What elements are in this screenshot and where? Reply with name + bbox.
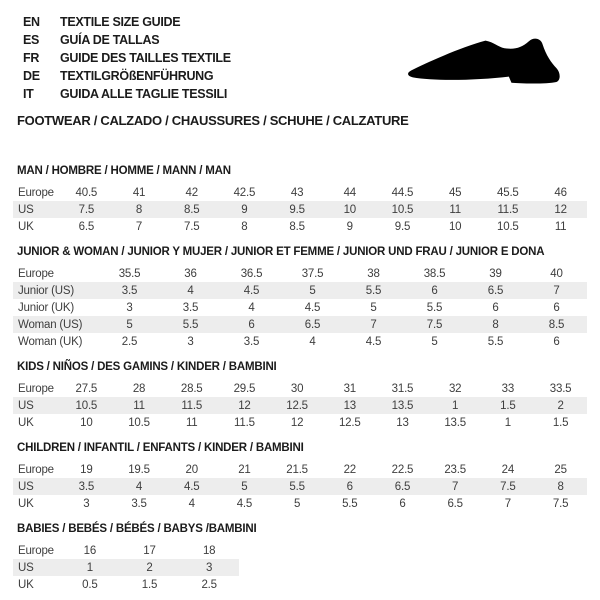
size-cell: 5 bbox=[126, 318, 133, 331]
size-cell: 4.5 bbox=[236, 497, 253, 510]
size-cell: 45.5 bbox=[497, 186, 519, 199]
row-label: Woman (US) bbox=[18, 318, 83, 331]
size-cell: 10.5 bbox=[391, 203, 414, 216]
size-cell: 40.5 bbox=[75, 186, 98, 199]
size-cell: 11.5 bbox=[497, 203, 519, 216]
size-cell: 8 bbox=[557, 480, 564, 493]
size-cell: 35.5 bbox=[118, 267, 141, 280]
language-code: ES bbox=[23, 33, 40, 47]
size-cell: 18 bbox=[202, 544, 216, 557]
size-cell: 12 bbox=[554, 203, 567, 216]
size-cell: 8.5 bbox=[184, 203, 200, 216]
table-row bbox=[13, 414, 587, 431]
table-row bbox=[13, 495, 587, 512]
size-cell: 1 bbox=[504, 416, 511, 429]
size-cell: 31.5 bbox=[391, 382, 414, 395]
size-table-section bbox=[13, 361, 587, 431]
size-cell: 10 bbox=[80, 416, 93, 429]
size-cell: 2 bbox=[146, 561, 153, 574]
table-row bbox=[13, 184, 587, 201]
size-cell: 42 bbox=[185, 186, 198, 199]
size-cell: 7.5 bbox=[426, 318, 443, 331]
size-cell: 13 bbox=[396, 416, 409, 429]
row-label: Junior (US) bbox=[18, 284, 74, 297]
size-cell: 45 bbox=[448, 186, 462, 199]
size-cell: 41 bbox=[132, 186, 146, 199]
size-cell: 6 bbox=[346, 480, 353, 493]
size-table-section bbox=[13, 523, 587, 593]
size-table-section bbox=[13, 246, 587, 350]
size-cell: 10.5 bbox=[75, 399, 98, 412]
section-title: BABIES / BEBÉS / BÉBÉS / BABYS /BAMBINI bbox=[17, 523, 257, 535]
size-cell: 24 bbox=[501, 463, 515, 476]
language-code: EN bbox=[23, 15, 40, 29]
size-cell: 3.5 bbox=[182, 301, 199, 314]
size-cell: 4 bbox=[309, 335, 316, 348]
size-cell: 33.5 bbox=[549, 382, 572, 395]
table-row bbox=[13, 542, 239, 559]
size-cell: 1 bbox=[86, 561, 93, 574]
size-cell: 7 bbox=[553, 284, 560, 297]
size-cell: 3 bbox=[83, 497, 90, 510]
size-cell: 32 bbox=[448, 382, 462, 395]
row-label: US bbox=[18, 480, 34, 493]
size-cell: 6 bbox=[431, 284, 438, 297]
size-cell: 6.5 bbox=[78, 220, 95, 233]
size-table-section bbox=[13, 165, 587, 235]
table-row bbox=[13, 265, 587, 282]
row-label: US bbox=[18, 203, 34, 216]
size-table bbox=[13, 265, 587, 350]
size-cell: 8 bbox=[241, 220, 248, 233]
size-cell: 4 bbox=[248, 301, 255, 314]
table-row bbox=[13, 397, 587, 414]
size-cell: 13.5 bbox=[444, 416, 466, 429]
size-cell: 44.5 bbox=[391, 186, 414, 199]
row-label: US bbox=[18, 399, 34, 412]
size-cell: 7.5 bbox=[552, 497, 569, 510]
size-cell: 9.5 bbox=[394, 220, 411, 233]
size-cell: 4 bbox=[187, 284, 194, 297]
size-cell: 29.5 bbox=[233, 382, 256, 395]
size-cell: 36.5 bbox=[240, 267, 263, 280]
row-label: Europe bbox=[18, 463, 54, 476]
size-cell: 3.5 bbox=[121, 284, 138, 297]
row-label: UK bbox=[18, 497, 34, 510]
size-cell: 9 bbox=[241, 203, 248, 216]
row-label: US bbox=[18, 561, 34, 574]
size-cell: 11 bbox=[449, 203, 461, 216]
size-cell: 43 bbox=[290, 186, 304, 199]
size-cell: 7.5 bbox=[500, 480, 516, 493]
size-cell: 17 bbox=[143, 544, 156, 557]
size-cell: 19.5 bbox=[128, 463, 150, 476]
size-cell: 3.5 bbox=[131, 497, 147, 510]
size-cell: 25 bbox=[554, 463, 567, 476]
size-cell: 11 bbox=[554, 220, 567, 233]
size-cell: 13.5 bbox=[391, 399, 414, 412]
size-cell: 6.5 bbox=[447, 497, 463, 510]
table-row bbox=[13, 316, 587, 333]
size-cell: 5 bbox=[309, 284, 316, 297]
size-cell: 6 bbox=[248, 318, 255, 331]
language-code: DE bbox=[23, 69, 40, 83]
size-cell: 22.5 bbox=[391, 463, 414, 476]
size-cell: 3 bbox=[126, 301, 133, 314]
size-cell: 5 bbox=[370, 301, 377, 314]
size-cell: 30 bbox=[290, 382, 304, 395]
size-cell: 22 bbox=[343, 463, 356, 476]
size-cell: 27.5 bbox=[75, 382, 98, 395]
size-cell: 19 bbox=[80, 463, 93, 476]
size-cell: 3 bbox=[187, 335, 194, 348]
row-label: Woman (UK) bbox=[18, 335, 83, 348]
size-cell: 1 bbox=[452, 399, 459, 412]
table-row bbox=[13, 380, 587, 397]
size-cell: 40 bbox=[550, 267, 563, 280]
size-cell: 8 bbox=[135, 203, 143, 216]
size-cell: 5.5 bbox=[342, 497, 358, 510]
size-cell: 5.5 bbox=[487, 335, 504, 348]
size-cell: 11.5 bbox=[234, 416, 255, 429]
size-table bbox=[13, 542, 239, 593]
size-cell: 2 bbox=[557, 399, 564, 412]
size-cell: 5 bbox=[241, 480, 248, 493]
language-code: IT bbox=[23, 87, 34, 101]
size-cell: 4 bbox=[135, 480, 143, 493]
row-label: UK bbox=[18, 578, 34, 591]
size-cell: 1.5 bbox=[141, 578, 158, 591]
size-cell: 8.5 bbox=[548, 318, 565, 331]
row-label: UK bbox=[18, 220, 34, 233]
size-cell: 12 bbox=[290, 416, 304, 429]
size-cell: 46 bbox=[554, 186, 567, 199]
language-label: GUÍA DE TALLAS bbox=[60, 33, 160, 47]
size-table bbox=[13, 461, 587, 512]
size-cell: 33 bbox=[501, 382, 515, 395]
section-title: KIDS / NIÑOS / DES GAMINS / KINDER / BAMBINI bbox=[17, 361, 277, 373]
size-cell: 5.5 bbox=[182, 318, 199, 331]
size-cell: 7 bbox=[135, 220, 143, 233]
size-cell: 3.5 bbox=[243, 335, 260, 348]
size-cell: 6 bbox=[492, 301, 499, 314]
size-cell: 5.5 bbox=[289, 480, 305, 493]
table-row bbox=[13, 299, 587, 316]
table-row bbox=[13, 201, 587, 218]
size-cell: 21 bbox=[238, 463, 251, 476]
language-label: TEXTILE SIZE GUIDE bbox=[60, 15, 181, 29]
size-cell: 6.5 bbox=[304, 318, 321, 331]
size-cell: 8 bbox=[492, 318, 499, 331]
size-cell: 21.5 bbox=[286, 463, 308, 476]
size-cell: 23.5 bbox=[444, 463, 466, 476]
size-cell: 2.5 bbox=[201, 578, 217, 591]
size-cell: 10 bbox=[343, 203, 356, 216]
size-cell: 44 bbox=[343, 186, 356, 199]
table-row bbox=[13, 218, 587, 235]
size-cell: 4.5 bbox=[304, 301, 321, 314]
table-row bbox=[13, 282, 587, 299]
language-label: GUIDE DES TAILLES TEXTILE bbox=[60, 51, 231, 65]
size-cell: 28.5 bbox=[180, 382, 203, 395]
size-cell: 38.5 bbox=[423, 267, 446, 280]
size-cell: 4 bbox=[188, 497, 195, 510]
size-cell: 8.5 bbox=[289, 220, 305, 233]
size-table bbox=[13, 380, 587, 431]
size-cell: 10.5 bbox=[128, 416, 150, 429]
row-label: Europe bbox=[18, 544, 54, 557]
row-label: Europe bbox=[18, 267, 54, 280]
section-title: CHILDREN / INFANTIL / ENFANTS / KINDER / BAMBINI bbox=[17, 442, 304, 454]
size-cell: 11 bbox=[133, 399, 145, 412]
size-cell: 0.5 bbox=[82, 578, 98, 591]
size-cell: 3.5 bbox=[78, 480, 95, 493]
size-cell: 7 bbox=[370, 318, 377, 331]
table-row bbox=[13, 559, 239, 576]
size-cell: 7 bbox=[504, 497, 511, 510]
language-label: GUIDA ALLE TAGLIE TESSILI bbox=[60, 87, 228, 101]
category-title: FOOTWEAR / CALZADO / CHAUSSURES / SCHUHE / CALZATURE bbox=[17, 113, 409, 128]
size-cell: 38 bbox=[367, 267, 380, 280]
size-cell: 7.5 bbox=[184, 220, 200, 233]
size-cell: 9.5 bbox=[289, 203, 305, 216]
language-label: TEXTILGRÖßENFÜHRUNG bbox=[60, 69, 214, 83]
size-cell: 6 bbox=[399, 497, 406, 510]
row-label: UK bbox=[18, 416, 34, 429]
size-cell: 12 bbox=[238, 399, 251, 412]
size-cell: 7.5 bbox=[78, 203, 95, 216]
section-title: JUNIOR & WOMAN / JUNIOR Y MUJER / JUNIOR ET FEMME / JUNIOR UND FRAU / JUNIOR E DONA bbox=[17, 246, 545, 258]
size-cell: 28 bbox=[132, 382, 146, 395]
size-cell: 1.5 bbox=[552, 416, 569, 429]
size-table-section bbox=[13, 442, 587, 512]
size-cell: 6.5 bbox=[394, 480, 411, 493]
row-label: Europe bbox=[18, 186, 54, 199]
size-cell: 10.5 bbox=[497, 220, 519, 233]
size-cell: 5.5 bbox=[426, 301, 443, 314]
size-cell: 20 bbox=[185, 463, 198, 476]
shoe-icon bbox=[399, 26, 572, 95]
size-cell: 4.5 bbox=[365, 335, 382, 348]
row-label: Europe bbox=[18, 382, 54, 395]
size-cell: 12.5 bbox=[286, 399, 308, 412]
table-row bbox=[13, 461, 587, 478]
language-code: FR bbox=[23, 51, 40, 65]
size-cell: 6 bbox=[553, 301, 560, 314]
table-row bbox=[13, 576, 239, 593]
size-cell: 5 bbox=[431, 335, 438, 348]
size-cell: 4.5 bbox=[243, 284, 260, 297]
size-cell: 9 bbox=[346, 220, 353, 233]
size-cell: 4.5 bbox=[184, 480, 200, 493]
size-cell: 36 bbox=[184, 267, 197, 280]
size-cell: 10 bbox=[448, 220, 462, 233]
size-cell: 3 bbox=[206, 561, 213, 574]
size-tables bbox=[13, 165, 587, 593]
size-cell: 13 bbox=[343, 399, 356, 412]
size-cell: 5.5 bbox=[365, 284, 382, 297]
size-cell: 31 bbox=[343, 382, 356, 395]
size-cell: 42.5 bbox=[233, 186, 256, 199]
table-row bbox=[13, 478, 587, 495]
size-cell: 12.5 bbox=[338, 416, 361, 429]
size-cell: 6 bbox=[553, 335, 560, 348]
section-title: MAN / HOMBRE / HOMME / MANN / MAN bbox=[17, 165, 231, 177]
size-cell: 16 bbox=[83, 544, 97, 557]
size-cell: 11.5 bbox=[181, 399, 203, 412]
size-cell: 7 bbox=[452, 480, 459, 493]
size-cell: 6.5 bbox=[487, 284, 504, 297]
size-cell: 11 bbox=[185, 416, 198, 429]
table-row bbox=[13, 333, 587, 350]
size-cell: 5 bbox=[293, 497, 301, 510]
size-cell: 39 bbox=[489, 267, 502, 280]
row-label: Junior (UK) bbox=[18, 301, 74, 314]
size-cell: 2.5 bbox=[121, 335, 138, 348]
size-cell: 1.5 bbox=[500, 399, 516, 412]
size-cell: 37.5 bbox=[301, 267, 324, 280]
size-table bbox=[13, 184, 587, 235]
